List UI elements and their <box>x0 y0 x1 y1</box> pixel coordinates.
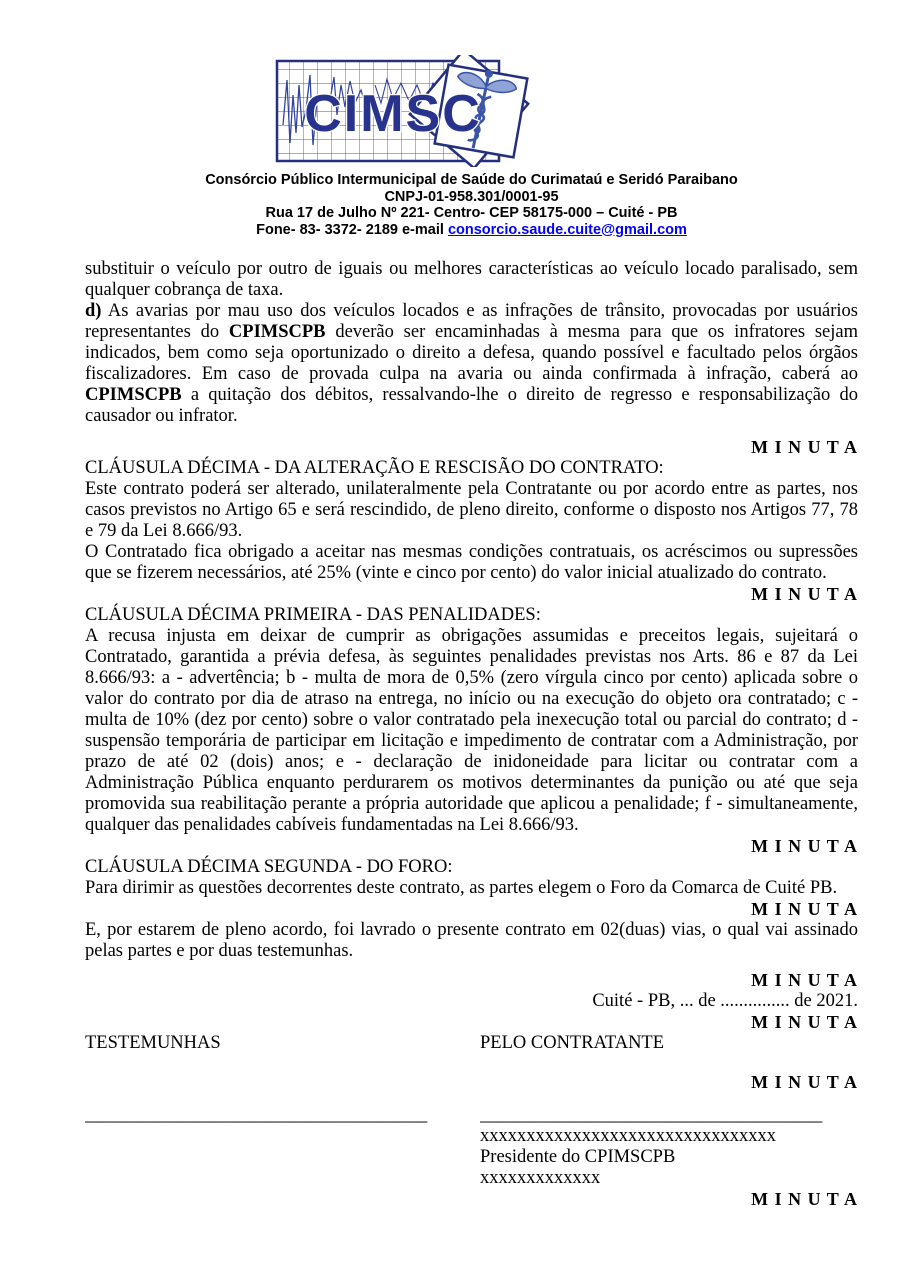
logo-wordmark: CIMSC <box>304 85 482 143</box>
letterhead <box>85 172 858 238</box>
org-address: Rua 17 de Julho Nº 221- Centro- CEP 58175-000 – Cuité - PB <box>265 205 678 221</box>
minuta-mark-7: M I N U T A <box>751 1072 858 1092</box>
closing-paragraph: E, por estarem de pleno acordo, foi lavrado o presente contrato em 02(duas) vias, o qual vai assinado pelas partes e por duas testemunhas. <box>85 920 858 961</box>
date-line: Cuité - PB, ... de ............... de 2021. <box>592 991 858 1011</box>
org-contact-line <box>85 222 858 239</box>
org-cnpj: CNPJ-01-958.301/0001-95 <box>384 188 559 205</box>
clause-10-paragraph-1: Este contrato poderá ser alterado, unilateralmente pela Contratante ou por acordo entre as partes, nos casos previstos no Artigo 65 e será rescindido, de pleno direito, conforme o disposto nos Artigos 77, 78 e 79 da Lei 8.666/93. <box>85 479 858 541</box>
paragraph-item-d: d) As avarias por mau uso dos veículos locados e as infrações de trânsito, provocadas por usuários representantes do CPIMSCPB deverão ser encaminhadas à mesma para que os infratores sejam indicados, bem como seja oportunizado o direito a defesa, quando possível e facultado pelos órgãos fiscalizadores. Em caso de provada culpa na avaria ou ainda confirmada à infração, caberá ao CPIMSCPB a quitação dos débitos, ressalvando-lhe o direito de regresso e responsabilização do causador ou infrator. <box>85 301 859 426</box>
clause-12-title: CLÁUSULA DÉCIMA SEGUNDA - DO FORO: <box>85 857 453 877</box>
contractant-label: PELO CONTRATANTE <box>480 1033 665 1053</box>
contractant-signature-line: _____________________________________ <box>480 1105 823 1125</box>
paragraph-continuation: substituir o veículo por outro de iguais ou melhores características ao veículo locado paralisado, sem qualquer cobrança de taxa. <box>85 259 858 300</box>
cimsc-logo <box>275 55 550 167</box>
minuta-mark-4: M I N U T A <box>751 899 858 919</box>
signature-labels-row <box>85 1033 858 1054</box>
org-name: Consórcio Público Intermunicipal de Saúde do Curimataú e Seridó Paraibano <box>205 172 738 188</box>
clause-12-paragraph-1: Para dirimir as questões decorrentes deste contrato, as partes elegem o Foro da Comarca de Cuité PB. <box>85 878 838 898</box>
contractant-signature-name: xxxxxxxxxxxxxxxxxxxxxxxxxxxxxxxx <box>480 1126 776 1146</box>
org-email-link[interactable]: consorcio.saude.cuite@gmail.com <box>447 221 687 238</box>
minuta-mark-6: M I N U T A <box>751 1012 858 1032</box>
witness-signature-line: _____________________________________ <box>85 1105 428 1125</box>
cpimscpb-bold: CPIMSCPB <box>228 322 326 342</box>
cimsc-logo-graphic <box>275 55 550 167</box>
signature-lines-row <box>85 1105 858 1189</box>
org-phone: Fone- 83- 3372- 2189 e-mail <box>256 221 448 238</box>
clause-10-title: CLÁUSULA DÉCIMA - DA ALTERAÇÃO E RESCISÃO DO CONTRATO: <box>85 458 664 478</box>
minuta-mark-5: M I N U T A <box>751 970 858 990</box>
cpimscpb-bold: CPIMSCPB <box>85 385 182 405</box>
minuta-mark-2: M I N U T A <box>751 584 858 604</box>
witnesses-label: TESTEMUNHAS <box>85 1033 221 1053</box>
contractant-signature-role: Presidente do CPIMSCPB <box>480 1147 676 1167</box>
minuta-mark-1: M I N U T A <box>751 437 858 457</box>
clause-11-paragraph-1: A recusa injusta em deixar de cumprir as obrigações assumidas e preceitos legais, sujeitará o Contratado, garantida a prévia defesa, às seguintes penalidades previstas nos Arts. 86 e 87 da Lei 8.666/93: a - advertência; b - multa de mora de 0,5% (zero vírgula cinco por cento) aplicada sobre o valor do contrato por dia de atraso na entrega, no início ou na execução do objeto ora contratado; c - multa de 10% (dez por cento) sobre o valor contratado pela inexecução total ou parcial do contrato; d - suspensão temporária de participar em licitação e impedimento de contratar com a Administração, por prazo de até 02 (dois) anos; e - declaração de inidoneidade para licitar ou contratar com a Administração Pública enquanto perdurarem os motivos determinantes da punição ou até que seja promovida sua reabilitação perante a própria autoridade que aplicou a penalidade; f - simultaneamente, qualquer das penalidades cabíveis fundamentadas na Lei 8.666/93. <box>85 626 858 835</box>
clause-10-paragraph-2: O Contratado fica obrigado a aceitar nas mesmas condições contratuais, os acréscimos ou supressões que se fizerem necessários, até 25% (vinte e cinco por cento) do valor inicial atualizado do contrato. <box>85 542 858 583</box>
contract-body <box>85 259 858 1210</box>
minuta-mark-8: M I N U T A <box>751 1189 858 1209</box>
clause-11-title: CLÁUSULA DÉCIMA PRIMEIRA - DAS PENALIDADES: <box>85 605 541 625</box>
minuta-mark-3: M I N U T A <box>751 836 858 856</box>
item-d-marker: d) <box>85 301 102 321</box>
contractant-signature-extra: xxxxxxxxxxxxx <box>480 1168 601 1188</box>
